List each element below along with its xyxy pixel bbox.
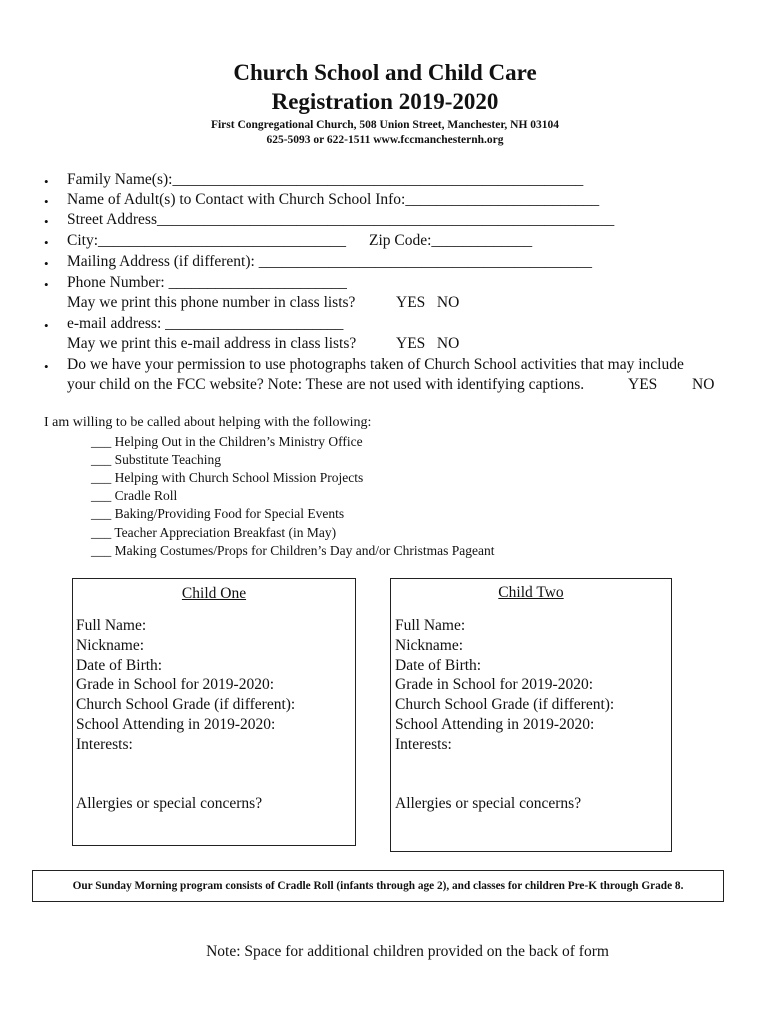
volunteer-item[interactable]: ___ Cradle Roll [91, 488, 178, 503]
family-name-field[interactable]: Family Name(s):_____________________________________________________ [67, 171, 584, 188]
bullet-icon: • [44, 235, 49, 250]
form-title-line2: Registration 2019-2020 [271, 89, 499, 114]
volunteer-item[interactable]: ___ Teacher Appreciation Breakfast (in May) [91, 525, 337, 540]
volunteer-item[interactable]: ___ Helping with Church School Mission Projects [91, 470, 364, 485]
volunteer-item[interactable]: ___ Substitute Teaching [91, 452, 222, 467]
child-one-dob[interactable]: Date of Birth: [76, 657, 163, 674]
volunteer-item[interactable]: ___ Making Costumes/Props for Children’s Day and/or Christmas Pageant [91, 543, 495, 558]
child-one-allergies[interactable]: Allergies or special concerns? [76, 795, 263, 812]
child-two-nickname[interactable]: Nickname: [395, 637, 464, 654]
bullet-icon: • [44, 194, 49, 209]
child-two-dob[interactable]: Date of Birth: [395, 657, 482, 674]
child-one-school[interactable]: School Attending in 2019-2020: [76, 716, 276, 733]
contact-adults-field[interactable]: Name of Adult(s) to Contact with Church School Info:_________________________ [67, 191, 600, 208]
bullet-icon: • [44, 318, 49, 333]
child-one-nickname[interactable]: Nickname: [76, 637, 145, 654]
child-two-allergies[interactable]: Allergies or special concerns? [395, 795, 582, 812]
child-one-church-grade[interactable]: Church School Grade (if different): [76, 696, 296, 713]
bullet-icon: • [44, 214, 49, 229]
child-two-school[interactable]: School Attending in 2019-2020: [395, 716, 595, 733]
zip-code-field[interactable]: Zip Code:_____________ [369, 232, 533, 249]
street-address-field[interactable]: Street Address___________________________________________________________ [67, 211, 615, 228]
program-info-text: Our Sunday Morning program consists of Cradle Roll (infants through age 2), and classes for children Pre-K through Grade 8. [72, 880, 684, 892]
bullet-icon: • [44, 277, 49, 292]
bullet-icon: • [44, 256, 49, 271]
child-two-interests[interactable]: Interests: [395, 736, 452, 753]
church-address: First Congregational Church, 508 Union Street, Manchester, NH 03104 [210, 119, 560, 131]
child-one-heading: Child One [181, 585, 247, 602]
child-one-interests[interactable]: Interests: [76, 736, 133, 753]
volunteer-item[interactable]: ___ Baking/Providing Food for Special Events [91, 506, 345, 521]
child-one-grade[interactable]: Grade in School for 2019-2020: [76, 676, 275, 693]
bullet-icon: • [44, 174, 49, 189]
photo-yes-option[interactable]: YES [628, 376, 658, 393]
church-contact: 625-5093 or 622-1511 www.fccmanchesternh.org [266, 134, 504, 146]
email-print-question: May we print this e-mail address in class lists? [67, 335, 357, 352]
child-two-church-grade[interactable]: Church School Grade (if different): [395, 696, 615, 713]
photo-permission-question: Do we have your permission to use photographs taken of Church School activities that may include [67, 356, 684, 373]
mailing-address-field[interactable]: Mailing Address (if different): ___________________________________________ [67, 253, 592, 270]
program-info-banner [32, 870, 724, 902]
child-two-grade[interactable]: Grade in School for 2019-2020: [395, 676, 594, 693]
child-two-full-name[interactable]: Full Name: [395, 617, 466, 634]
child-one-full-name[interactable]: Full Name: [76, 617, 147, 634]
phone-print-question: May we print this phone number in class lists? [67, 294, 356, 311]
phone-number-field[interactable]: Phone Number: _______________________ [67, 274, 347, 291]
photo-no-option[interactable]: NO [692, 376, 715, 393]
email-print-yes-no[interactable]: YES NO [396, 335, 460, 352]
child-two-box [390, 578, 672, 852]
form-title-line1: Church School and Child Care [233, 60, 537, 85]
city-field[interactable]: City:________________________________ [67, 232, 347, 249]
bullet-icon: • [44, 359, 49, 374]
phone-print-yes-no[interactable]: YES NO [396, 294, 460, 311]
footer-note: Note: Space for additional children provided on the back of form [206, 943, 609, 960]
email-field[interactable]: e-mail address: _______________________ [67, 315, 344, 332]
child-two-heading: Child Two [498, 584, 564, 601]
photo-permission-question-cont: your child on the FCC website? Note: These are not used with identifying captions. [67, 376, 585, 393]
volunteer-heading: I am willing to be called about helping with the following: [44, 415, 372, 430]
volunteer-item[interactable]: ___ Helping Out in the Children’s Ministry Office [91, 434, 363, 449]
child-one-box [72, 578, 356, 846]
